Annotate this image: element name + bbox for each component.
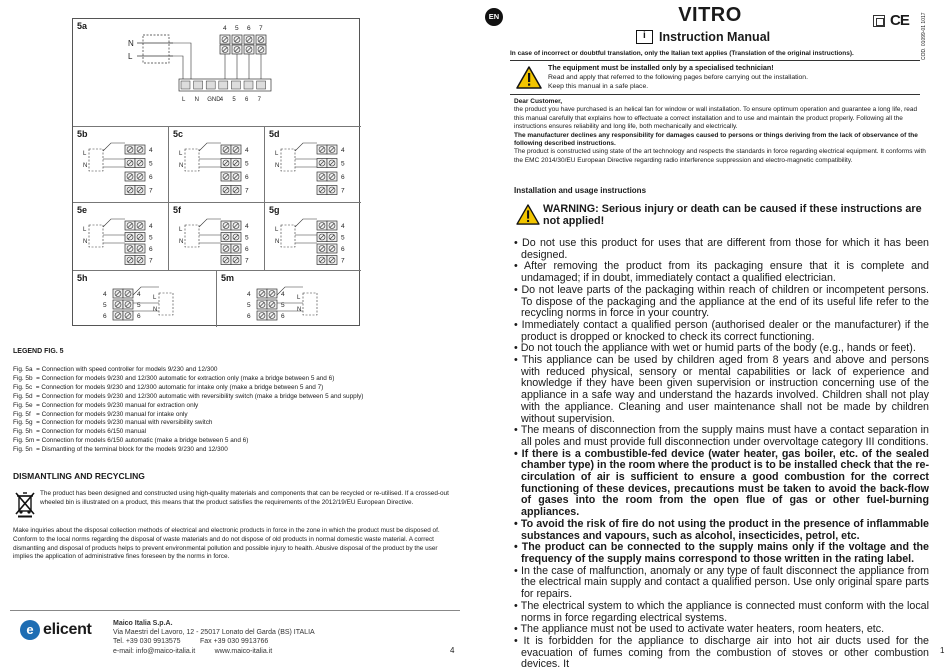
supply-label: L: [179, 227, 183, 233]
terminal-number: 5: [341, 160, 345, 168]
terminal-number: 4: [245, 223, 249, 230]
terminal-number: 7: [149, 187, 153, 195]
diagram-panel-5g: [265, 203, 361, 271]
diagram-panel-5d: [265, 127, 361, 203]
terminal-screw: [194, 81, 203, 89]
terminal-number: 4: [281, 291, 285, 298]
supply-label: N: [179, 163, 184, 169]
elicent-logo: [20, 620, 92, 640]
footer-divider: [10, 610, 460, 611]
diagram-panel-5a: [73, 19, 361, 127]
wire: [295, 143, 317, 151]
terminal-number: 4: [341, 147, 345, 154]
supply-label: N: [275, 163, 280, 169]
diagram-panel-5h: [73, 271, 217, 327]
dear-paragraph-2: The product is constructed using state of the art technology and respects the standards in force regarding electrical equipment. It conforms with the EMC 2014/30/EU European Directive regarding radio interference suppression and electro-magnetic compatibility.: [514, 148, 926, 164]
terminal-label: 7: [257, 97, 261, 103]
switch-box: [303, 293, 317, 315]
warning-triangle-icon: [516, 66, 542, 89]
legend-item: Fig. 5b = Connection for models 9/230 and 12/300 automatic for extraction only (make a bridge between 5 and 6): [13, 374, 335, 382]
terminal-label: L: [182, 97, 186, 103]
legend-list: [13, 366, 453, 455]
installer-warning: [548, 63, 808, 91]
dear-paragraph-1: the product you have purchased is an helical fan for window or wall installation. To ensure optimum operation and guarantee a long life, read this manual carefully that explains how to effectuate a correct installation and to use and maintain the product properly. Following all the instructions ensures reliability and long life, both mechanically and electrically.: [514, 106, 918, 131]
terminal-number: 4: [149, 223, 153, 230]
panel-label: 5b: [77, 129, 88, 139]
terminal-number: 7: [149, 257, 153, 265]
manual-book-icon: [636, 30, 653, 44]
switch-box: [89, 225, 103, 247]
panel-label: 5c: [173, 129, 184, 139]
switch-box: [89, 149, 103, 171]
logo-text: elicent: [43, 621, 92, 638]
terminal-screw: [257, 81, 266, 89]
panel-label: 5a: [77, 21, 88, 31]
right-page: [470, 0, 950, 671]
supply-label: L: [275, 227, 279, 233]
document-title: VITRO: [678, 4, 742, 26]
instruction-bullet: • Do not touch the appliance with wet or humid parts of the body (e.g., hands or feet).: [514, 342, 916, 355]
wire: [103, 143, 125, 151]
left-page: [0, 0, 470, 660]
supply-label: L: [128, 52, 133, 61]
terminal-label: 5: [232, 97, 236, 103]
terminal-number: 7: [341, 187, 345, 195]
instruction-bullet: • Do not use this product for uses that are different from those for which it has been designed.: [514, 237, 929, 261]
switch-box: [281, 149, 295, 171]
terminal-number: 5: [103, 302, 107, 309]
switch-box: [281, 225, 295, 247]
language-badge: EN: [485, 8, 503, 26]
wiring-schematic: [217, 271, 361, 327]
terminal-number: 5: [235, 25, 239, 32]
legend-title: LEGEND FIG. 5: [13, 348, 64, 355]
document-subtitle: [636, 30, 770, 44]
terminal-number: 4: [245, 147, 249, 154]
terminal-number: 4: [247, 291, 251, 298]
wiring-schematic: [73, 127, 169, 203]
terminal-number: 4: [149, 147, 153, 154]
instruction-bullet: • The appliance must not be used to activate water heaters, room heaters, etc.: [514, 623, 885, 636]
terminal-label: 4: [219, 97, 224, 103]
terminal-number: 6: [247, 25, 251, 32]
instruction-bullet: • Immediately contact a qualified person (authorised dealer or the manufacturer) if the product is dropped or knocked to check its correct functioning.: [514, 318, 929, 343]
terminal-number: 4: [341, 223, 345, 230]
legend-item: Fig. 5d = Connection for models 9/230 and 12/300 automatic with reversibility switch (make a bridge between 5 and supply): [13, 392, 364, 400]
diagram-panel-5b: [73, 127, 169, 203]
legend-item: Fig. 5f = Connection for models 9/230 manual for intake only: [13, 410, 188, 418]
subtitle-text: Instruction Manual: [659, 30, 771, 44]
wiring-schematic: [265, 203, 361, 271]
panel-label: 5f: [173, 205, 182, 215]
terminal-screw: [231, 81, 240, 89]
instruction-bullet: • It is forbidden for the appliance to discharge air into hot air ducts used for the evacuation of fumes coming from the combustion of stoves or other combustion devices. It: [514, 634, 929, 671]
installation-warning: WARNING: Serious injury or death can be caused if these instructions are not applied!: [543, 203, 922, 227]
terminal-number: 5: [247, 302, 251, 309]
dear-customer-section: [514, 98, 928, 165]
terminal-number: 7: [341, 257, 345, 265]
terminal-number: 7: [245, 187, 249, 195]
supply-label: N: [83, 239, 88, 245]
instruction-bullet: • The electrical system to which the appliance is connected must conform with the local norms in force regarding electrical systems.: [514, 599, 929, 624]
supply-label: L: [275, 151, 279, 157]
panel-label: 5g: [269, 205, 280, 215]
legend-item: Fig. 5m = Connection for models 6/150 automatic (make a bridge between 5 and 6): [13, 437, 249, 445]
terminal-label: N: [194, 97, 199, 103]
wiring-schematic: [265, 127, 361, 203]
wiring-schematic: [73, 19, 361, 127]
terminal-number: 6: [341, 246, 345, 253]
company-name: Maico Italia S.p.A.: [113, 620, 173, 627]
warning-triangle-icon: [516, 204, 540, 225]
panel-label: 5e: [77, 205, 88, 215]
panel-label: 5d: [269, 129, 280, 139]
instruction-bullet: • To avoid the risk of fire do not using the product in the presence of inflammable substances and vapours, such as alcohol, insecticides, petrol, etc.: [514, 517, 929, 542]
terminal-number: 6: [341, 174, 345, 181]
divider-bottom: [510, 94, 920, 95]
panel-label: 5h: [77, 273, 88, 283]
wire: [103, 219, 125, 227]
supply-label: N: [83, 163, 88, 169]
disposal-paragraph-1: The product has been designed and constructed using high-quality materials and components that can be recycled or re-utilised. If a crossed-out wheeled bin is illustrated on a product, this means that the product satisfies the requirements of the 2012/19/EU European Directive.: [40, 490, 449, 506]
double-insulation-icon: [873, 15, 885, 27]
wire: [199, 143, 221, 151]
diagram-panel-5c: [169, 127, 265, 203]
wiring-diagram-figure-5: [72, 18, 360, 326]
terminal-number: 4: [137, 291, 141, 298]
supply-label: L: [297, 295, 301, 301]
legend-item: Fig. 5a = Connection with speed controller for models 9/230 and 12/300: [13, 366, 218, 373]
terminal-number: 7: [245, 257, 249, 265]
wiring-schematic: [73, 271, 217, 327]
legend-item: Fig. 5g = Connection for models 9/230 manual with reversibility switch: [13, 419, 213, 427]
supply-label: L: [179, 151, 183, 157]
legend-item: Fig. 5n = Dismantling of the terminal block for the models 9/230 and 12/300: [13, 446, 228, 454]
logo-mark: e: [20, 620, 40, 640]
installation-title: Installation and usage instructions: [514, 186, 647, 195]
terminal-screw: [244, 81, 253, 89]
terminal-number: 6: [149, 246, 153, 253]
terminal-number: 6: [281, 313, 285, 320]
installer-warning-line3: Keep this manual in a safe place.: [548, 83, 649, 90]
terminal-screw: [219, 81, 228, 89]
company-phone: Tel. +39 030 9913575 Fax +39 030 9913766: [113, 638, 269, 646]
legend-item: Fig. 5c = Connection for models 9/230 and 12/300 automatic for intake only (make a bridge between 5 and 7): [13, 383, 324, 391]
supply-label: N: [275, 239, 280, 245]
certification-marks: [873, 12, 909, 29]
divider-top: [510, 60, 920, 61]
terminal-number: 4: [223, 25, 227, 32]
supply-label: N: [153, 307, 158, 313]
wiring-schematic: [169, 203, 265, 271]
disposal-paragraph-2: Make inquiries about the disposal collection methods of electrical and electronic products in force in the zone in which the product must be disposed of. Conform to the local norms regarding the disposal of waste materials and do not dispose of old products in normal domestic waste material. A correct dismantling and disposal of products helps to prevent environmental pollution and possible injury to health. Abusive disposal of the product by the user implies the application of administrative fines foreseen by the norms in force.: [13, 527, 440, 561]
diagram-panel-5f: [169, 203, 265, 271]
supply-label: N: [297, 307, 302, 313]
instruction-bullet: • The product can be connected to the supply mains only if the voltage and the frequency of the supply mains correspond to those written in the rating label.: [514, 541, 929, 565]
terminal-number: 5: [281, 302, 285, 309]
instruction-bullet: • Do not leave parts of the packaging within reach of children or incompetent persons. To dispose of the packaging and the appliance at the end of its useful life refer to the recycling norms in force in your country.: [514, 283, 929, 320]
supply-label: L: [153, 295, 157, 301]
supply-label: N: [128, 39, 134, 48]
terminal-number: 5: [245, 160, 249, 168]
terminal-screw: [181, 81, 190, 89]
ce-mark: CE: [890, 12, 909, 29]
dear-disclaimer: The manufacturer declines any responsibility for damages caused to persons or things deriving from the lack of observance of the following described instructions.: [514, 131, 918, 148]
crossed-bin-icon: [13, 490, 37, 518]
terminal-number: 6: [137, 313, 141, 320]
wiring-schematic: [73, 203, 169, 271]
wire: [295, 219, 317, 227]
switch-box: [159, 293, 173, 315]
legend-item: Fig. 5e = Connection for models 9/230 manual for extraction only: [13, 401, 199, 409]
terminal-number: 6: [247, 313, 251, 320]
document-code: COD. 01099-01 1017: [921, 12, 927, 60]
supply-label: N: [179, 239, 184, 245]
speed-controller: [143, 35, 169, 63]
wiring-schematic: [169, 127, 265, 203]
instruction-bullet: • If there is a combustible-fed device (water heater, gas boiler, etc. of the sealed chamber type) in the room where the product is to be installed check that the re-circulation of air is sufficient to ensure a good combustion for the correct functioning of these devices, precautions must be taken to avoid the back-flow of gases into the room from the open flue of gas or other fuel-burning appliances.: [514, 447, 929, 519]
company-contact: [113, 619, 315, 656]
terminal-number: 6: [245, 246, 249, 253]
panel-label: 5m: [221, 273, 235, 283]
translation-notice: In case of incorrect or doubtful translation, only the Italian text applies (Translation of the original instructions).: [510, 50, 854, 57]
terminal-number: 5: [149, 160, 153, 168]
terminal-label: GND: [207, 97, 221, 103]
terminal-number: 5: [137, 302, 141, 309]
installer-warning-bold: The equipment must be installed only by a specialised technician!: [548, 63, 774, 72]
terminal-number: 5: [341, 234, 345, 242]
terminal-screw: [206, 81, 215, 89]
supply-label: L: [83, 227, 87, 233]
diagram-panel-5m: [217, 271, 361, 327]
terminal-number: 5: [149, 234, 153, 242]
installer-warning-line2: Read and apply that referred to the following pages before carrying out the installation.: [548, 74, 808, 81]
instruction-bullet: • This appliance can be used by children aged from 8 years and above and persons with reduced physical, sensory or mental capabilities or lack of experience and knowledge if they have been given supervision or instruction concerning use of the appliance in a safe way and understand the hazards involved. Children shall not play with the appliance. Cleaning and user maintenance shall not be made by children without supervision.: [514, 354, 929, 425]
company-address: Via Maestri del Lavoro, 12 - 25017 Lonato del Garda (BS) ITALIA: [113, 629, 315, 637]
page-number-right: 1: [940, 646, 945, 655]
legend-item: Fig. 5h = Connection for models 6/150 manual: [13, 428, 147, 436]
terminal-number: 5: [245, 234, 249, 242]
dear-heading: Dear Customer,: [514, 98, 563, 105]
diagram-panel-5e: [73, 203, 169, 271]
instruction-bullet: • After removing the product from its packaging ensure that it is complete and undamaged; if in doubt, immediately contact a qualified electrician.: [514, 260, 929, 285]
instruction-bullets: [514, 238, 929, 671]
terminal-number: 6: [149, 174, 153, 181]
terminal-number: 7: [259, 25, 263, 32]
switch-box: [185, 149, 199, 171]
supply-label: L: [83, 151, 87, 157]
switch-box: [185, 225, 199, 247]
disposal-title: DISMANTLING AND RECYCLING: [13, 471, 145, 481]
wire: [199, 219, 221, 227]
page-number-left: 4: [450, 646, 455, 655]
instruction-bullet: • The means of disconnection from the supply mains must have a contact separation in all poles and must provide full disconnection under overvoltage category III conditions.: [514, 424, 929, 448]
terminal-number: 6: [103, 313, 107, 320]
terminal-number: 6: [245, 174, 249, 181]
terminal-number: 4: [103, 291, 107, 298]
instruction-bullet: • In the case of malfunction, anomaly or any type of fault disconnect the appliance from the electrical main supply and contact a qualified person. Use only original spare parts for repairs.: [514, 564, 929, 601]
terminal-label: 6: [245, 97, 249, 103]
company-web: e-mail: info@maico-italia.it www.maico-italia.it: [113, 647, 273, 655]
